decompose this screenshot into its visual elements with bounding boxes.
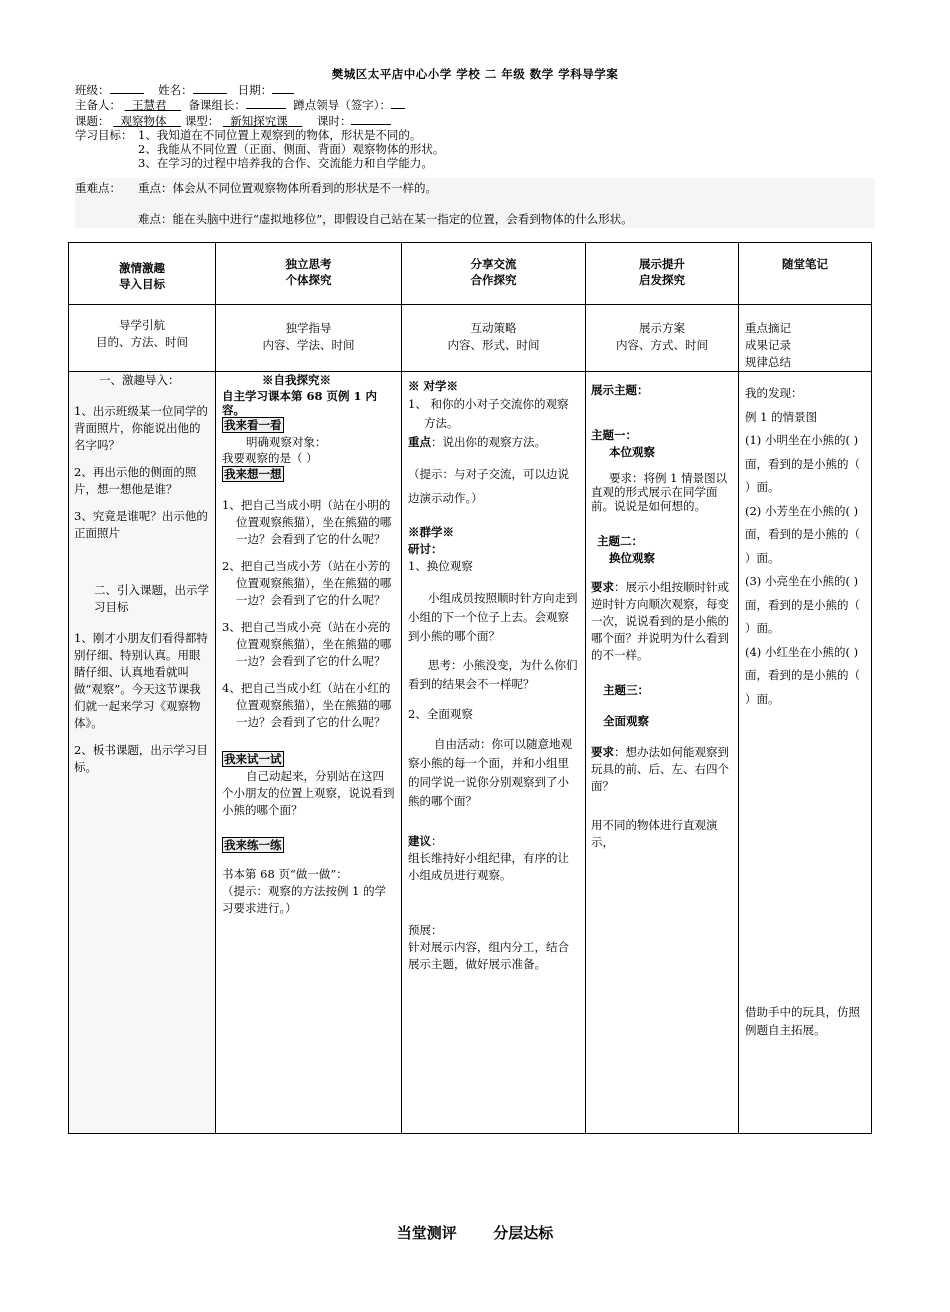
footer-heading [0, 1222, 950, 1243]
full-observe-text: 自由活动：你可以随意地观察小熊的每一个面，并和小组里的同学说一说你分别观察到了小熊的哪个面？ [408, 737, 572, 808]
date-label: 日期： [237, 83, 273, 97]
difficulty-label: 重难点： [75, 181, 121, 195]
document-title: 樊城区太平店中心小学 学校 二 年级 数学 学科导学案 [331, 67, 619, 81]
goal-item-2: 2、我能从不同位置（正面、侧面、背面）观察物体的形状。 [138, 142, 445, 156]
switch-observe-title: 1、换位观察 [408, 559, 473, 573]
theme-2-requirement: ：展示小组按顺时针或逆时针方向顺次观察，每变一次，说说看到的是小熊的哪个面？并说明为什么看到的不一样。 [591, 580, 729, 662]
think-item-2: 2、把自己当成小芳（站在小芳的位置观察熊猫），坐在熊猫的哪一边？会看到了它的什么呢？ [222, 559, 392, 607]
sub-header-5: 重点摘记 成果记录 规律总结 [739, 305, 872, 372]
preview-text: 针对展示内容，组内分工，结合展示主题，做好展示准备。 [408, 940, 569, 971]
header-line-1 [75, 82, 895, 97]
scene-label: 例 1 的情景图 [745, 409, 818, 424]
intro-q3: 3、究竟是谁呢？出示他的正面照片 [74, 509, 208, 540]
think-label: 我来想一想 [224, 467, 282, 481]
col-header-2: 独立思考 个体探究 [216, 243, 402, 305]
pair-key-label: 重点 [408, 435, 431, 449]
footer-right: 分层达标 [493, 1224, 554, 1242]
footer-left: 当堂测评 [396, 1224, 457, 1242]
class-label: 班级： [75, 83, 110, 97]
pair-study-title: ※ 对学※ [408, 379, 459, 393]
goals-label: 学习目标： [75, 128, 133, 142]
supervisor-blank[interactable] [391, 97, 405, 109]
sub-header-4: 展示方案 内容、方式、时间 [586, 305, 739, 372]
discussion-label: 研讨： [408, 542, 443, 556]
header-row [69, 243, 872, 305]
practice-text-2: （提示：观察的方法按例 1 的学习要求进行。） [222, 884, 387, 915]
col1-content [69, 372, 216, 1134]
full-observe-title: 2、全面观察 [408, 707, 473, 721]
try-text: 自己动起来，分别站在这四个小朋友的位置上观察，说说看到小熊的哪个面？ [222, 769, 395, 817]
preparer-value: 王慧君 [131, 98, 167, 112]
topic-p2: 2、板书课题，出示学习目标。 [74, 743, 208, 774]
pair-study-text: 1、 和你的小对子交流你的观察方法。 [408, 397, 569, 430]
topic-section-title: 二、引入课题，出示学习目标 [94, 583, 209, 614]
content-row [69, 372, 872, 1134]
topic-label: 课题： [75, 114, 110, 128]
supervisor-label: 蹲点领导（签字）： [293, 98, 391, 112]
goal-item-1: 1、我知道在不同位置上观察到的物体，形状是不同的。 [138, 128, 422, 142]
col-header-5: 随堂笔记 [739, 243, 872, 305]
advice-label: 建议 [408, 834, 431, 848]
preview-label: 预展： [408, 923, 443, 937]
intro-section-title: 一、激趣导入： [99, 373, 180, 387]
hard-point: 难点：能在头脑中进行“虚拟地移位”，即假设自己站在某一指定的位置，会看到物体的什么形状。 [138, 212, 633, 226]
pair-key-text: ：说出你的观察方法。 [431, 435, 546, 449]
advice-colon: ： [431, 834, 443, 848]
think-item-1: 1、把自己当成小明（站在小明的位置观察熊猫），坐在熊猫的哪一边？会看到了它的什么呢？ [222, 498, 392, 546]
theme-2-req-label: 要求 [591, 580, 614, 594]
practice-text-1: 书本第 68 页“做一做”： [222, 867, 348, 881]
col5-content [739, 372, 872, 1134]
header-line-3 [75, 113, 895, 128]
self-explore-title: ※自我探究※ [262, 373, 331, 387]
note-item-4: (4) 小红坐在小熊的( ) 面，看到的是小熊的（ ）面。 [745, 644, 860, 706]
self-explore-subtitle: 自主学习课本第 68 页例 1 内容。 [222, 389, 378, 417]
col2-content [216, 372, 402, 1134]
subheader-row [69, 305, 872, 372]
think-item-4: 4、把自己当成小红（站在小红的位置观察熊猫），坐在熊猫的哪一边？会看到了它的什么呢？ [222, 681, 392, 729]
date-blank[interactable] [272, 82, 294, 94]
note-item-2: (2) 小芳坐在小熊的( ) 面，看到的是小熊的（ ）面。 [745, 503, 860, 565]
sub-header-1: 导学引航 目的、方法、时间 [69, 305, 216, 372]
type-value: 新知探究课 [230, 114, 288, 128]
intro-q1: 1、出示班级某一位同学的背面照片，你能说出他的名字吗？ [74, 404, 208, 452]
theme-3-extra: 用不同的物体进行直观演示， [591, 818, 718, 849]
intro-q2: 2、再出示他的侧面的照片，想一想他是谁？ [74, 465, 197, 496]
theme-1-requirement: 要求：将例 1 情景图以直观的形式展示在同学面前。说说是如何想的。 [591, 471, 728, 513]
switch-observe-text: 小组成员按照顺时针方向走到小组的下一个位子上去。会观察到小熊的哪个面？ [408, 591, 578, 643]
look-label: 我来看一看 [224, 418, 282, 432]
col4-content [586, 372, 739, 1134]
theme-2-label: 主题二： [597, 534, 643, 548]
theme-3-req-label: 要求 [591, 745, 614, 759]
extension-note: 借助手中的玩具，仿照例题自主拓展。 [745, 1005, 860, 1037]
name-label: 姓名： [158, 83, 193, 97]
advice-text: 组长维持好小组纪律，有序的让小组成员进行观察。 [408, 851, 569, 882]
key-point: 重点：体会从不同位置观察物体所看到的形状是不一样的。 [138, 181, 437, 195]
study-plan-table [68, 242, 872, 1134]
period-blank[interactable] [351, 113, 391, 125]
group-leader-label: 备课组长： [188, 98, 246, 112]
name-blank[interactable] [193, 82, 227, 94]
preparer-label: 主备人： [75, 98, 121, 112]
practice-label: 我来练一练 [224, 838, 282, 852]
topic-value: 观察物体 [120, 114, 167, 128]
my-discovery: 我的发现： [745, 386, 803, 400]
note-item-1: (1) 小明坐在小熊的( ) 面，看到的是小熊的（ ）面。 [745, 433, 860, 494]
theme-1-name: 本位观察 [609, 445, 655, 459]
col-header-1: 激情激趣 导入目标 [69, 243, 216, 305]
look-text-2: 我要观察的是（ ） [222, 451, 318, 465]
sub-header-3: 互动策略 内容、形式、时间 [402, 305, 586, 372]
pair-hint: （提示：与对子交流，可以边说边演示动作。） [408, 467, 569, 505]
theme-3-name: 全面观察 [603, 714, 649, 728]
type-label: 课型： [184, 114, 220, 128]
col3-content [402, 372, 586, 1134]
theme-3-requirement: ：想办法如何能观察到玩具的前、后、左、右四个面？ [591, 745, 729, 793]
try-label: 我来试一试 [224, 752, 282, 766]
group-leader-blank[interactable] [246, 97, 286, 109]
col-header-4: 展示提升 启发探究 [586, 243, 739, 305]
theme-1-label: 主题一： [591, 428, 637, 442]
theme-2-name: 换位观察 [609, 551, 655, 565]
sub-header-2: 独学指导 内容、学法、时间 [216, 305, 402, 372]
col-header-3: 分享交流 合作探究 [402, 243, 586, 305]
header-line-2 [75, 97, 895, 112]
switch-observe-think: 思考：小熊没变，为什么你们看到的结果会不一样呢？ [408, 658, 578, 691]
display-theme-label: 展示主题： [591, 383, 649, 397]
topic-p1: 1、刚才小朋友们看得都特别仔细、特别认真。用眼睛仔细、认真地看就叫做“观察”。今天这节课我们就一起来学习《观察物体》。 [74, 631, 208, 730]
group-study-title: ※群学※ [408, 525, 454, 539]
goal-item-3: 3、在学习的过程中培养我的合作、交流能力和自学能力。 [138, 156, 433, 170]
think-item-3: 3、把自己当成小亮（站在小亮的位置观察熊猫），坐在熊猫的哪一边？会看到了它的什么呢？ [222, 620, 392, 668]
theme-3-label: 主题三： [603, 683, 649, 697]
period-label: 课时： [316, 114, 352, 128]
look-text-1: 明确观察对象： [246, 435, 327, 449]
class-blank[interactable] [110, 82, 144, 94]
note-item-3: (3) 小亮坐在小熊的( ) 面，看到的是小熊的（ ）面。 [745, 574, 860, 635]
